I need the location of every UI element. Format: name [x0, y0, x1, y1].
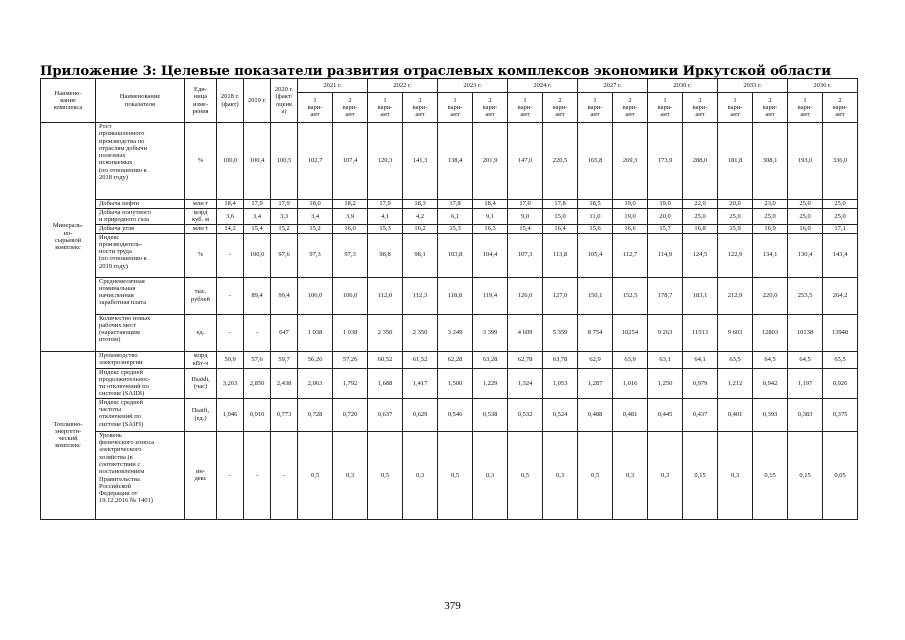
value-2018-cell: - — [217, 277, 244, 314]
value-2019-cell: - — [244, 431, 271, 519]
forecast-value-cell: 17,8 — [543, 200, 578, 209]
value-2019-cell: 15,4 — [244, 224, 271, 233]
forecast-value-cell: 18,4 — [473, 200, 508, 209]
value-2019-cell: 2,850 — [244, 368, 271, 398]
forecast-value-cell: 16,0 — [788, 224, 823, 233]
header-row-years — [41, 79, 858, 93]
value-2020-cell: 647 — [271, 314, 298, 351]
page-number: 379 — [444, 600, 461, 612]
forecast-value-cell: 107,4 — [333, 123, 368, 200]
value-2018-cell: 1,046 — [217, 398, 244, 431]
header-variant-1: 1 вари- ант — [648, 93, 683, 123]
table-body — [41, 123, 858, 520]
unit-cell: Пsaidi, (час) — [185, 368, 217, 398]
forecast-value-cell: 1,250 — [648, 368, 683, 398]
forecast-value-cell: 165,8 — [578, 123, 613, 200]
forecast-value-cell: 0,3 — [473, 431, 508, 519]
table-row — [41, 398, 858, 431]
indicator-name-cell: Количество новых рабочих мест (нарастающим итогом) — [96, 314, 185, 351]
forecast-value-cell: 25,0 — [753, 209, 788, 225]
forecast-value-cell: 15,3 — [368, 224, 403, 233]
value-2018-cell: 50,9 — [217, 351, 244, 368]
header-variant-1: 1 вари- ант — [298, 93, 333, 123]
forecast-value-cell: 120,3 — [368, 123, 403, 200]
forecast-value-cell: 0,3 — [613, 431, 648, 519]
value-2020-cell: 0,773 — [271, 398, 298, 431]
table-row — [41, 224, 858, 233]
forecast-value-cell: 10254 — [613, 314, 648, 351]
indicator-name-cell: Рост промышленного производства по отраслям добычи полезных ископаемых (по отношению к 2018 году) — [96, 123, 185, 200]
forecast-value-cell: 0,5 — [298, 431, 333, 519]
forecast-value-cell: 25,0 — [718, 209, 753, 225]
forecast-value-cell: 107,3 — [508, 233, 543, 277]
table-row — [41, 314, 858, 351]
forecast-value-cell: 0,524 — [543, 398, 578, 431]
forecast-value-cell: 17,1 — [823, 224, 858, 233]
forecast-value-cell: 3,4 — [298, 209, 333, 225]
forecast-value-cell: 5 359 — [543, 314, 578, 351]
forecast-value-cell: 178,7 — [648, 277, 683, 314]
value-2020-cell: 99,4 — [271, 277, 298, 314]
indicator-name-cell: Уровень физического износа электрического хозяйства (в соответствии с постановлением Правительства Российской Федерации от 19.12.2016 № 1401) — [96, 431, 185, 519]
header-indicator: Наименование показателя — [96, 79, 185, 123]
forecast-value-cell: 17,8 — [438, 200, 473, 209]
value-2018-cell: - — [217, 314, 244, 351]
forecast-value-cell: 16,0 — [333, 224, 368, 233]
forecast-value-cell: 2,063 — [298, 368, 333, 398]
forecast-value-cell: 122,9 — [718, 233, 753, 277]
forecast-value-cell: 181,8 — [718, 123, 753, 200]
forecast-value-cell: 15,7 — [648, 224, 683, 233]
forecast-value-cell: 1,016 — [613, 368, 648, 398]
complex-name-cell: Топливно- энергети- ческий комплекс — [41, 351, 96, 519]
forecast-value-cell: 60,52 — [368, 351, 403, 368]
forecast-value-cell: 16,3 — [473, 224, 508, 233]
forecast-value-cell: 12803 — [753, 314, 788, 351]
forecast-value-cell: 0,5 — [438, 431, 473, 519]
forecast-value-cell: 1 038 — [298, 314, 333, 351]
forecast-value-cell: 11,0 — [578, 209, 613, 225]
forecast-value-cell: 18,0 — [298, 200, 333, 209]
forecast-value-cell: 63,28 — [473, 351, 508, 368]
forecast-value-cell: 1,417 — [403, 368, 438, 398]
header-variant-2: 2 вари- ант — [333, 93, 368, 123]
forecast-value-cell: 13948 — [823, 314, 858, 351]
value-2018-cell: 3,263 — [217, 368, 244, 398]
header-variant-1: 1 вари- ант — [508, 93, 543, 123]
table-row — [41, 200, 858, 209]
value-2019-cell: - — [244, 314, 271, 351]
forecast-value-cell: 288,0 — [683, 123, 718, 200]
indicator-name-cell: Индекс средней частоты отключений по системе (SAIFI) — [96, 398, 185, 431]
value-2020-cell: 2,438 — [271, 368, 298, 398]
header-complex: Наимено- вание комплекса — [41, 79, 96, 123]
forecast-value-cell: 102,7 — [298, 123, 333, 200]
forecast-value-cell: 9,1 — [473, 209, 508, 225]
forecast-value-cell: 0,445 — [648, 398, 683, 431]
header-year: 2023 г. — [438, 79, 508, 93]
value-2018-cell: - — [217, 233, 244, 277]
unit-cell: % — [185, 233, 217, 277]
forecast-value-cell: 25,0 — [788, 200, 823, 209]
indicator-name-cell: Индекс производитель- ности труда (по отношению к 2019 году) — [96, 233, 185, 277]
forecast-value-cell: 16,2 — [403, 224, 438, 233]
table-head — [41, 79, 858, 123]
forecast-value-cell: 16,6 — [613, 224, 648, 233]
forecast-value-cell: 1 038 — [333, 314, 368, 351]
indicator-name-cell: Добыча попутного и природного газа — [96, 209, 185, 225]
value-2019-cell: 57,6 — [244, 351, 271, 368]
indicator-name-cell: Добыча нефти — [96, 200, 185, 209]
forecast-value-cell: 56,26 — [298, 351, 333, 368]
header-variant-2: 2 вари- ант — [403, 93, 438, 123]
value-2020-cell: 3,3 — [271, 209, 298, 225]
forecast-value-cell: 193,0 — [788, 123, 823, 200]
forecast-value-cell: 0,5 — [578, 431, 613, 519]
forecast-value-cell: 1,212 — [718, 368, 753, 398]
forecast-value-cell: 0,488 — [578, 398, 613, 431]
forecast-value-cell: 0,3 — [648, 431, 683, 519]
forecast-value-cell: 17,9 — [368, 200, 403, 209]
header-year: 2027 г. — [578, 79, 648, 93]
header-2019: 2019 г. — [244, 79, 271, 123]
forecast-value-cell: 4,2 — [403, 209, 438, 225]
forecast-value-cell: 62,78 — [508, 351, 543, 368]
forecast-value-cell: 0,15 — [683, 431, 718, 519]
forecast-value-cell: 11513 — [683, 314, 718, 351]
forecast-value-cell: 0,393 — [753, 398, 788, 431]
forecast-value-cell: 16,9 — [753, 224, 788, 233]
value-2018-cell: - — [217, 431, 244, 519]
table-row — [41, 209, 858, 225]
header-variant-2: 2 вари- ант — [823, 93, 858, 123]
forecast-value-cell: 253,5 — [788, 277, 823, 314]
forecast-value-cell: 269,3 — [613, 123, 648, 200]
header-unit: Еди- ница изме- рения — [185, 79, 217, 123]
forecast-value-cell: 220,0 — [753, 277, 788, 314]
forecast-value-cell: 9,0 — [508, 209, 543, 225]
forecast-value-cell: 220,5 — [543, 123, 578, 200]
value-2019-cell: 100,0 — [244, 233, 271, 277]
unit-cell: млрд кВт-ч — [185, 351, 217, 368]
unit-cell: млн т — [185, 200, 217, 209]
forecast-value-cell: 22,0 — [683, 200, 718, 209]
forecast-value-cell: 65,5 — [823, 351, 858, 368]
value-2020-cell: - — [271, 431, 298, 519]
forecast-value-cell: 1,197 — [788, 368, 823, 398]
value-2018-cell: 3,6 — [217, 209, 244, 225]
forecast-value-cell: 130,4 — [788, 233, 823, 277]
forecast-value-cell: 113,8 — [543, 233, 578, 277]
forecast-value-cell: 25,0 — [823, 200, 858, 209]
value-2020-cell: 100,5 — [271, 123, 298, 200]
forecast-value-cell: 4,1 — [368, 209, 403, 225]
header-variant-1: 1 вари- ант — [368, 93, 403, 123]
header-year: 2030 г. — [648, 79, 718, 93]
value-2020-cell: 59,7 — [271, 351, 298, 368]
indicator-name-cell: Добыча угля — [96, 224, 185, 233]
forecast-value-cell: 1,287 — [578, 368, 613, 398]
forecast-value-cell: 0,3 — [718, 431, 753, 519]
forecast-value-cell: 138,4 — [438, 123, 473, 200]
header-variant-2: 2 вари- ант — [683, 93, 718, 123]
unit-cell: % — [185, 123, 217, 200]
value-2019-cell: 3,4 — [244, 209, 271, 225]
forecast-value-cell: 308,1 — [753, 123, 788, 200]
forecast-value-cell: 0,481 — [613, 398, 648, 431]
forecast-value-cell: 62,9 — [578, 351, 613, 368]
forecast-value-cell: 1,688 — [368, 368, 403, 398]
forecast-value-cell: 106,0 — [333, 277, 368, 314]
forecast-value-cell: 112,7 — [613, 233, 648, 277]
forecast-value-cell: 15,9 — [718, 224, 753, 233]
table-row — [41, 368, 858, 398]
forecast-value-cell: 97,3 — [298, 233, 333, 277]
forecast-value-cell: 25,0 — [683, 209, 718, 225]
header-year: 2024 г. — [508, 79, 578, 93]
forecast-value-cell: 19,0 — [613, 200, 648, 209]
forecast-value-cell: 0,532 — [508, 398, 543, 431]
header-year: 2033 г. — [718, 79, 788, 93]
forecast-value-cell: 0,15 — [788, 431, 823, 519]
forecast-value-cell: 98,8 — [368, 233, 403, 277]
unit-cell: ед. — [185, 314, 217, 351]
table-row — [41, 277, 858, 314]
forecast-value-cell: 15,3 — [438, 224, 473, 233]
forecast-value-cell: 112,3 — [403, 277, 438, 314]
header-2018: 2018 г. (факт) — [217, 79, 244, 123]
forecast-value-cell: 1,500 — [438, 368, 473, 398]
value-2018-cell: 14,2 — [217, 224, 244, 233]
forecast-value-cell: 1,229 — [473, 368, 508, 398]
forecast-value-cell: 15,6 — [578, 224, 613, 233]
forecast-value-cell: 23,0 — [753, 200, 788, 209]
forecast-value-cell: 10138 — [788, 314, 823, 351]
forecast-value-cell: 6,1 — [438, 209, 473, 225]
forecast-value-cell: 57,26 — [333, 351, 368, 368]
forecast-value-cell: 64,5 — [788, 351, 823, 368]
forecast-value-cell: 0,942 — [753, 368, 788, 398]
forecast-value-cell: 98,1 — [403, 233, 438, 277]
forecast-value-cell: 15,0 — [543, 209, 578, 225]
forecast-value-cell: 0,375 — [823, 398, 858, 431]
forecast-value-cell: 25,0 — [823, 209, 858, 225]
forecast-value-cell: 3,9 — [333, 209, 368, 225]
forecast-value-cell: 63,5 — [718, 351, 753, 368]
unit-cell: Пsaifi, (ед.) — [185, 398, 217, 431]
indicators-table-wrapper — [40, 78, 858, 520]
forecast-value-cell: 0,538 — [473, 398, 508, 431]
header-year: 2036 г. — [788, 79, 858, 93]
forecast-value-cell: 64,1 — [683, 351, 718, 368]
forecast-value-cell: 18,5 — [578, 200, 613, 209]
forecast-value-cell: 212,9 — [718, 277, 753, 314]
forecast-value-cell: 134,1 — [753, 233, 788, 277]
value-2019-cell: 0,910 — [244, 398, 271, 431]
forecast-value-cell: 0,401 — [718, 398, 753, 431]
forecast-value-cell: 97,3 — [333, 233, 368, 277]
forecast-value-cell: 8 754 — [578, 314, 613, 351]
forecast-value-cell: 0,728 — [298, 398, 333, 431]
forecast-value-cell: 105,4 — [578, 233, 613, 277]
forecast-value-cell: 1,053 — [543, 368, 578, 398]
forecast-value-cell: 0,979 — [683, 368, 718, 398]
value-2020-cell: 97,6 — [271, 233, 298, 277]
indicator-name-cell: Индекс средней продолжительнос- ти отключений по системе (SAIDI) — [96, 368, 185, 398]
forecast-value-cell: 118,8 — [438, 277, 473, 314]
forecast-value-cell: 127,0 — [543, 277, 578, 314]
forecast-value-cell: 25,0 — [788, 209, 823, 225]
forecast-value-cell: 0,5 — [368, 431, 403, 519]
unit-cell: млрд куб. м — [185, 209, 217, 225]
header-variant-2: 2 вари- ант — [613, 93, 648, 123]
forecast-value-cell: 124,5 — [683, 233, 718, 277]
header-variant-2: 2 вари- ант — [473, 93, 508, 123]
forecast-value-cell: 0,383 — [788, 398, 823, 431]
forecast-value-cell: 336,0 — [823, 123, 858, 200]
forecast-value-cell: 106,0 — [298, 277, 333, 314]
forecast-value-cell: 201,9 — [473, 123, 508, 200]
forecast-value-cell: 19,0 — [613, 209, 648, 225]
forecast-value-cell: 103,8 — [438, 233, 473, 277]
forecast-value-cell: 19,0 — [648, 200, 683, 209]
value-2019-cell: 89,4 — [244, 277, 271, 314]
value-2020-cell: 15,2 — [271, 224, 298, 233]
forecast-value-cell: 18,3 — [403, 200, 438, 209]
forecast-value-cell: 62,28 — [438, 351, 473, 368]
table-row — [41, 351, 858, 368]
forecast-value-cell: 0,629 — [403, 398, 438, 431]
header-variant-1: 1 вари- ант — [718, 93, 753, 123]
forecast-value-cell: 0,637 — [368, 398, 403, 431]
forecast-value-cell: 63,78 — [543, 351, 578, 368]
forecast-value-cell: 16,8 — [683, 224, 718, 233]
forecast-value-cell: 18,2 — [333, 200, 368, 209]
forecast-value-cell: 16,4 — [543, 224, 578, 233]
forecast-value-cell: 0,3 — [403, 431, 438, 519]
value-2018-cell: 18,4 — [217, 200, 244, 209]
table-row — [41, 431, 858, 519]
forecast-value-cell: 2 350 — [403, 314, 438, 351]
forecast-value-cell: 150,1 — [578, 277, 613, 314]
value-2018-cell: 100,0 — [217, 123, 244, 200]
forecast-value-cell: 61,52 — [403, 351, 438, 368]
forecast-value-cell: 64,5 — [753, 351, 788, 368]
unit-cell: ин- декс — [185, 431, 217, 519]
forecast-value-cell: 152,5 — [613, 277, 648, 314]
forecast-value-cell: 20,0 — [648, 209, 683, 225]
indicator-name-cell: Производство электроэнергии — [96, 351, 185, 368]
forecast-value-cell: 15,4 — [508, 224, 543, 233]
forecast-value-cell: 0,5 — [508, 431, 543, 519]
forecast-value-cell: 112,0 — [368, 277, 403, 314]
forecast-value-cell: 2 350 — [368, 314, 403, 351]
value-2019-cell: 100,4 — [244, 123, 271, 200]
page-title: Приложение 3: Целевые показатели развития отраслевых комплексов экономики Иркутской области — [40, 64, 831, 79]
forecast-value-cell: 119,4 — [473, 277, 508, 314]
unit-cell: млн т — [185, 224, 217, 233]
forecast-value-cell: 147,0 — [508, 123, 543, 200]
forecast-value-cell: 63,9 — [613, 351, 648, 368]
header-variant-2: 2 вари- ант — [543, 93, 578, 123]
forecast-value-cell: 104,4 — [473, 233, 508, 277]
header-variant-1: 1 вари- ант — [788, 93, 823, 123]
forecast-value-cell: 173,9 — [648, 123, 683, 200]
header-year: 2021 г. — [298, 79, 368, 93]
indicator-name-cell: Среднемесячная номинальная начисленная заработная плата — [96, 277, 185, 314]
forecast-value-cell: 0,3 — [333, 431, 368, 519]
unit-cell: тыс. рублей — [185, 277, 217, 314]
header-2020: 2020 г. (факт/ оценк а) — [271, 79, 298, 123]
forecast-value-cell: 0,05 — [823, 431, 858, 519]
forecast-value-cell: 3 399 — [473, 314, 508, 351]
forecast-value-cell: 17,0 — [508, 200, 543, 209]
forecast-value-cell: 126,0 — [508, 277, 543, 314]
forecast-value-cell: 9 603 — [718, 314, 753, 351]
forecast-value-cell: 4 609 — [508, 314, 543, 351]
forecast-value-cell: 264,2 — [823, 277, 858, 314]
forecast-value-cell: 3 249 — [438, 314, 473, 351]
forecast-value-cell: 1,792 — [333, 368, 368, 398]
table-row — [41, 123, 858, 200]
header-variant-2: 2 вари- ант — [753, 93, 788, 123]
table-row — [41, 233, 858, 277]
forecast-value-cell: 20,0 — [718, 200, 753, 209]
forecast-value-cell: 0,546 — [438, 398, 473, 431]
indicators-table — [40, 78, 858, 520]
forecast-value-cell: 1,324 — [508, 368, 543, 398]
forecast-value-cell: 143,4 — [823, 233, 858, 277]
forecast-value-cell: 183,1 — [683, 277, 718, 314]
forecast-value-cell: 141,3 — [403, 123, 438, 200]
forecast-value-cell: 0,3 — [543, 431, 578, 519]
header-year: 2022 г. — [368, 79, 438, 93]
forecast-value-cell: 0,15 — [753, 431, 788, 519]
forecast-value-cell: 114,9 — [648, 233, 683, 277]
forecast-value-cell: 0,437 — [683, 398, 718, 431]
header-variant-1: 1 вари- ант — [578, 93, 613, 123]
value-2019-cell: 17,9 — [244, 200, 271, 209]
complex-name-cell: Минераль- но- сырьевой комплекс — [41, 123, 96, 352]
forecast-value-cell: 63,1 — [648, 351, 683, 368]
forecast-value-cell: 9 263 — [648, 314, 683, 351]
forecast-value-cell: 15,2 — [298, 224, 333, 233]
header-variant-1: 1 вари- ант — [438, 93, 473, 123]
forecast-value-cell: 0,720 — [333, 398, 368, 431]
forecast-value-cell: 0,926 — [823, 368, 858, 398]
value-2020-cell: 17,9 — [271, 200, 298, 209]
